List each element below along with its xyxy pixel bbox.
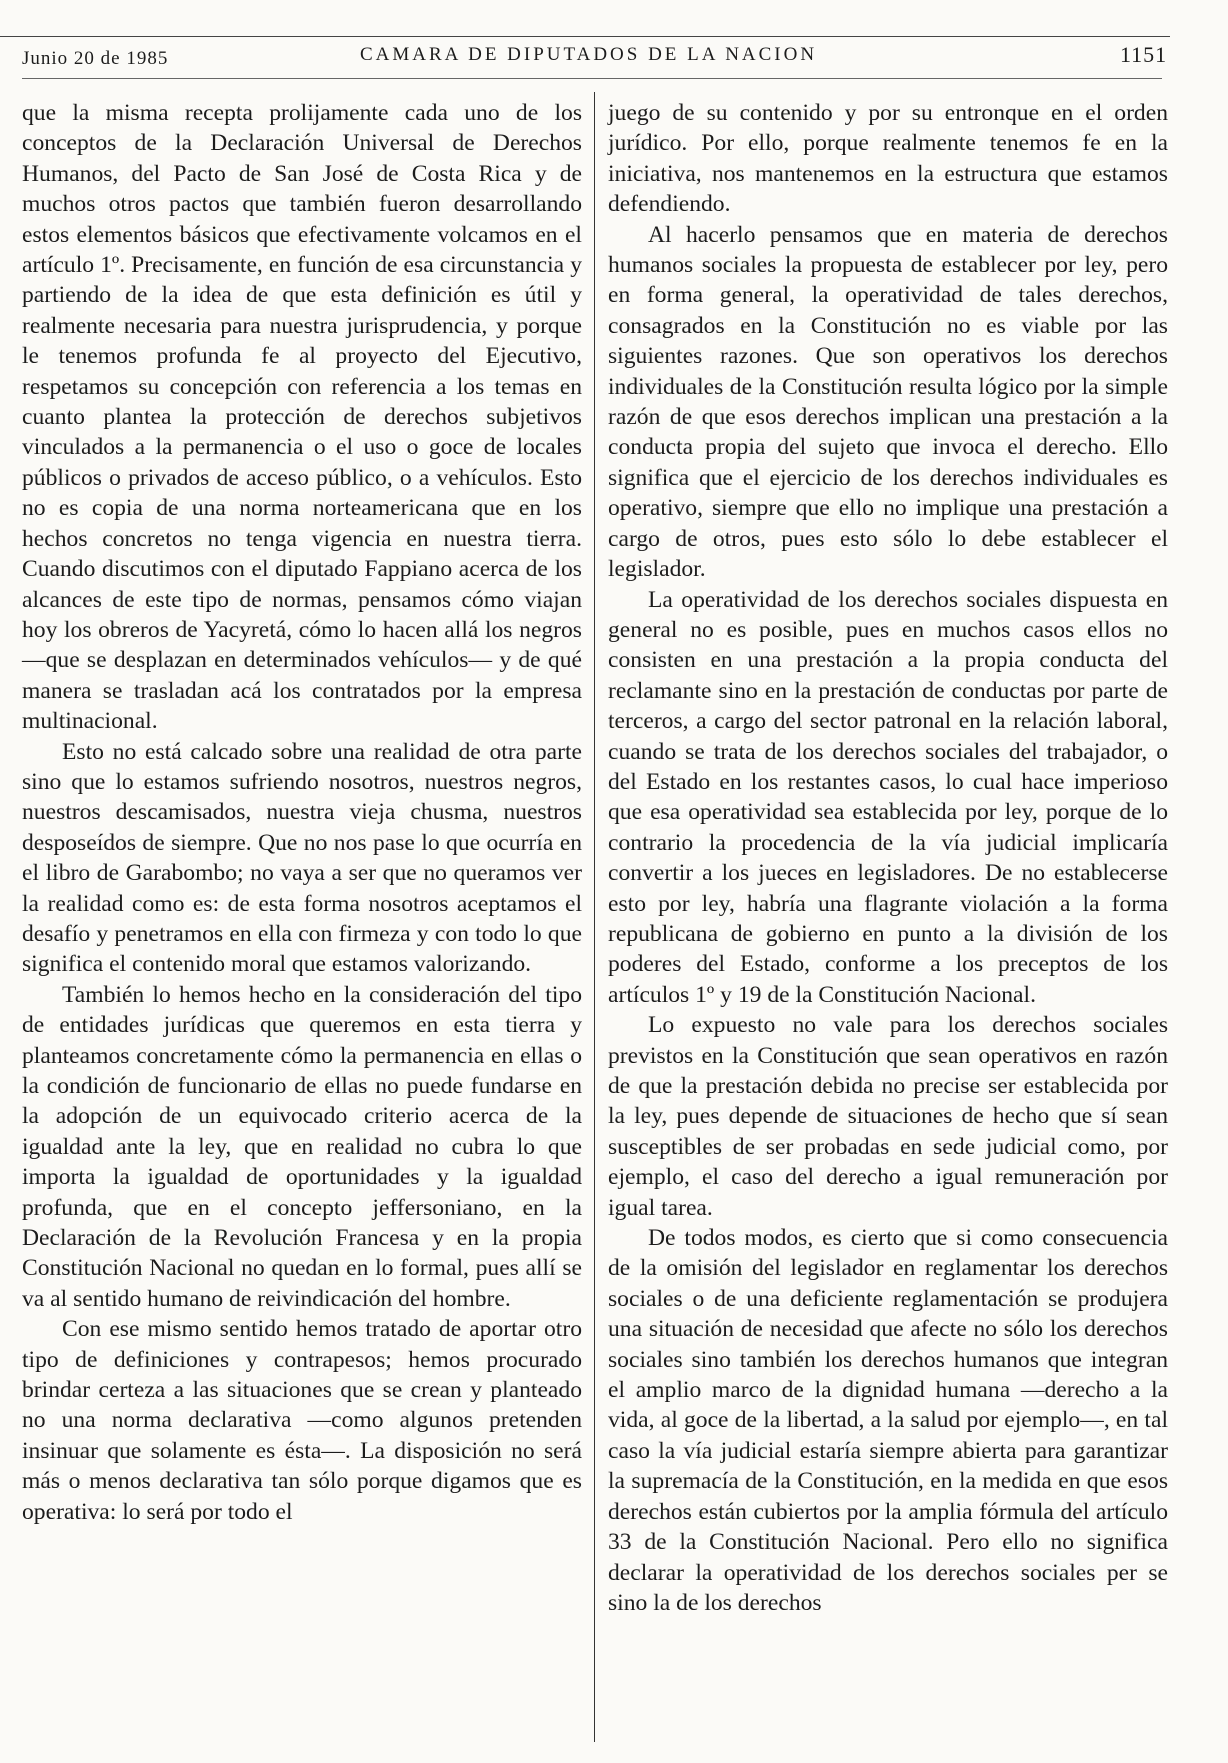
- paragraph: juego de su contenido y por su entronque en el orden jurídico. Por ello, porque realmente tenemos fe en la iniciativa, nos mantenemos en la estructura que estamos defendiendo.: [608, 100, 1168, 218]
- page-header: [22, 38, 1168, 78]
- header-chamber: CAMARA DE DIPUTADOS DE LA NACION: [360, 44, 818, 65]
- paragraph: Al hacerlo pensamos que en materia de derechos humanos sociales la propuesta de establecer por ley, pero en forma general, la operatividad de tales derechos, consagrados en la Constitución no es viable por las siguientes razones. Que son operativos los derechos individuales de la Constitución resulta lógico por la simple razón de que esos derechos implican una prestación a la conducta propia del sujeto que invoca el derecho. Ello significa que el ejercicio de los derechos individuales es operativo, siempre que ello no implique una prestación a cargo de otros, pues esto sólo lo debe establecer el legislador.: [608, 221, 1168, 583]
- top-rule: [0, 36, 1170, 37]
- header-rule: [22, 78, 1162, 79]
- paragraph: Lo expuesto no vale para los derechos sociales previstos en la Constitución que sean operativos en razón de que la prestación debida no precise ser establecida por la ley, pues depende de situaciones de hecho que sí sean susceptibles de ser probadas en sede judicial como, por ejemplo, el caso del derecho a igual remuneración por igual tarea.: [608, 1012, 1168, 1221]
- paragraph: que la misma recepta prolijamente cada uno de los conceptos de la Declaración Universal de Derechos Humanos, del Pacto de San José de Costa Rica y de muchos otros pactos que también fueron desarrollando estos elementos básicos que efectivamente volcamos en el artículo 1º. Precisamente, en función de esa circunstancia y partiendo de la idea de que esta definición es útil y realmente necesaria para nuestra jurisprudencia, y porque le tenemos profunda fe al proyecto del Ejecutivo, respetamos su concepción con referencia a los temas en cuanto plantea la protección de derechos subjetivos vinculados a la permanencia o el uso o goce de locales públicos o privados de acceso público, o a vehículos. Esto no es copia de una norma norteamericana que en los hechos concretos no tenga vigencia en nuestra tierra. Cuando discutimos con el diputado Fappiano acerca de los alcances de este tipo de normas, pensamos cómo viajan hoy los obreros de Yacyretá, cómo lo hacen allá los negros —que se desplazan en determinados vehículos— y de qué manera se trasladan acá los contratados por la empresa multinacional.: [22, 100, 582, 735]
- left-column: [22, 98, 582, 1527]
- header-date: Junio 20 de 1985: [22, 48, 169, 69]
- right-column: [608, 98, 1168, 1618]
- paragraph: Con ese mismo sentido hemos tratado de aportar otro tipo de definiciones y contrapesos; hemos procurado brindar certeza a las situaciones que se crean y planteado no una norma declarativa —como algunos pretenden insinuar que solamente es ésta—. La disposición no será más o menos declarativa tan sólo porque digamos que es operativa: lo será por todo el: [22, 1316, 582, 1525]
- paragraph: La operatividad de los derechos sociales dispuesta en general no es posible, pues en muchos casos ellos no consisten en una prestación a la propia conducta del reclamante sino en la prestación de conductas por parte de terceros, a cargo del sector patronal en la relación laboral, cuando se trata de los derechos sociales del trabajador, o del Estado en los restantes casos, lo cual hace imperioso que esa operatividad sea establecida por ley, porque de lo contrario la procedencia de la vía judicial implicaría convertir a los jueces en legisladores. De no establecerse esto por ley, habría una flagrante violación a la forma republicana de gobierno en punto a la división de los poderes del Estado, conforme a los preceptos de los artículos 1º y 19 de la Constitución Nacional.: [608, 586, 1168, 1008]
- page-number: 1151: [1120, 42, 1168, 67]
- paragraph: También lo hemos hecho en la consideración del tipo de entidades jurídicas que queremos en esta tierra y planteamos concretamente cómo la permanencia en ellas o la condición de funcionario de ellas no puede fundarse en la adopción de un equivocado criterio acerca de la igualdad ante la ley, que en realidad no cubra lo que importa la igualdad de oportunidades y la igualdad profunda, que en el concepto jeffersoniano, en la Declaración de la Revolución Francesa y en la propia Constitución Nacional no quedan en lo formal, pues allí se va al sentido humano de reivindicación del hombre.: [22, 981, 582, 1312]
- paragraph: Esto no está calcado sobre una realidad de otra parte sino que lo estamos sufriendo nosotros, nuestros negros, nuestros descamisados, nuestra vieja chusma, nuestros desposeídos de siempre. Que no nos pase lo que ocurría en el libro de Garabombo; no vaya a ser que no queramos ver la realidad como es: de esta forma nosotros aceptamos el desafío y penetramos en ella con firmeza y con todo lo que significa el contenido moral que estamos valorizando.: [22, 738, 582, 978]
- column-divider: [594, 92, 595, 1742]
- paragraph: De todos modos, es cierto que si como consecuencia de la omisión del legislador en reglamentar los derechos sociales o de una deficiente reglamentación se produjera una situación de necesidad que afecte no sólo los derechos sociales sino también los derechos humanos que integran el amplio marco de la dignidad humana —derecho a la vida, al goce de la libertad, a la salud por ejemplo—, en tal caso la vía judicial estaría siempre abierta para garantizar la supremacía de la Constitución, en la medida en que esos derechos están cubiertos por la amplia fórmula del artículo 33 de la Constitución Nacional. Pero ello no significa declarar la operatividad de los derechos sociales per se sino la de los derechos: [608, 1225, 1168, 1616]
